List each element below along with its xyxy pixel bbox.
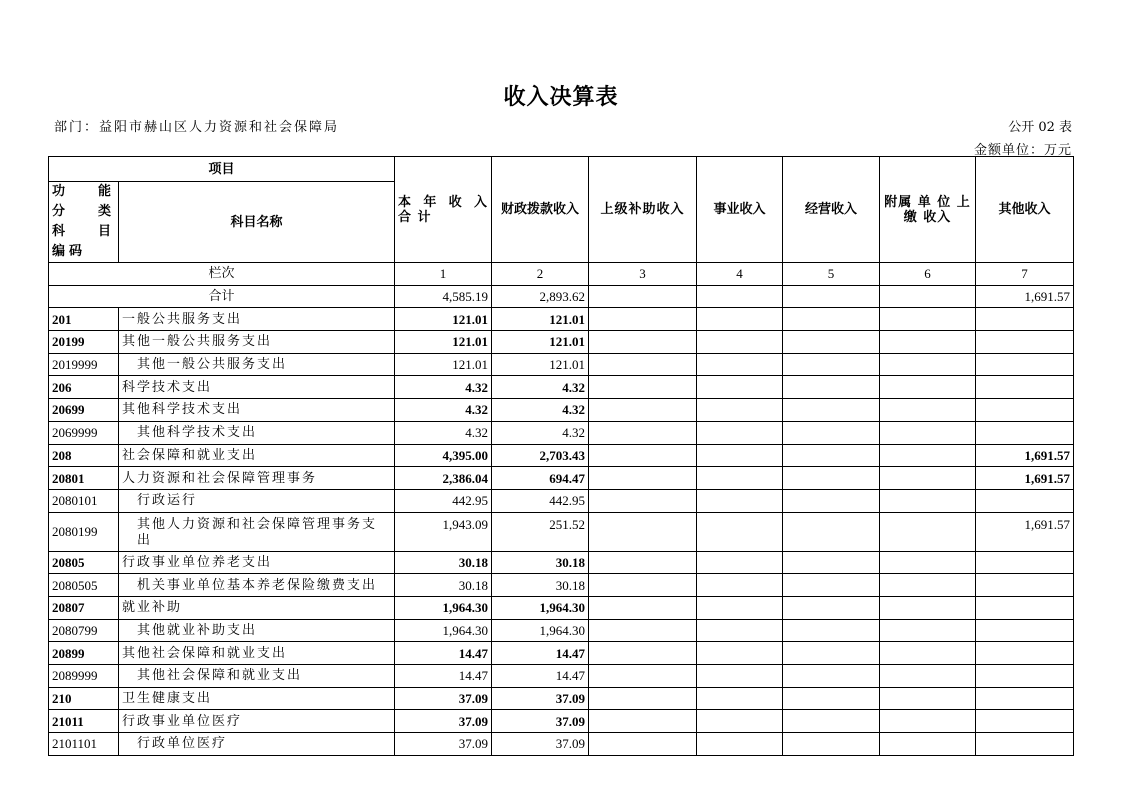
row-code: 20805 (49, 551, 119, 574)
row-name: 卫生健康支出 (119, 687, 395, 710)
total-label: 合计 (49, 285, 395, 308)
row-value (976, 574, 1074, 597)
row-name: 其他一般公共服务支出 (119, 331, 395, 354)
row-value (880, 512, 976, 551)
row-value (783, 353, 880, 376)
table-row (49, 353, 1074, 376)
page-title: 收入决算表 (503, 84, 619, 110)
table-row (49, 687, 1074, 710)
header-col-7: 其他收入 (976, 157, 1074, 263)
row-name: 行政运行 (119, 489, 395, 512)
column-index: 1 (395, 263, 492, 286)
header-name: 科目名称 (119, 182, 395, 263)
row-value (783, 619, 880, 642)
row-value: 37.09 (492, 687, 589, 710)
row-name: 就业补助 (119, 596, 395, 619)
column-index: 2 (492, 263, 589, 286)
table-row (49, 665, 1074, 688)
row-value (976, 376, 1074, 399)
total-value: 2,893.62 (492, 285, 589, 308)
column-index: 7 (976, 263, 1074, 286)
row-value (589, 421, 697, 444)
row-value: 1,691.57 (976, 512, 1074, 551)
table-row (49, 308, 1074, 331)
row-value: 1,691.57 (976, 467, 1074, 490)
total-value (589, 285, 697, 308)
total-value (880, 285, 976, 308)
row-value (880, 551, 976, 574)
row-value: 1,964.30 (395, 619, 492, 642)
row-value (697, 596, 783, 619)
row-name: 其他科学技术支出 (119, 421, 395, 444)
table-row (49, 376, 1074, 399)
table-row (49, 642, 1074, 665)
row-code: 210 (49, 687, 119, 710)
row-value: 121.01 (492, 353, 589, 376)
row-value (783, 574, 880, 597)
row-value: 37.09 (395, 687, 492, 710)
row-code: 2101101 (49, 733, 119, 756)
table-row (49, 512, 1074, 551)
row-value (589, 665, 697, 688)
amount-unit: 金额单位：万元 (973, 143, 1072, 158)
row-value (589, 331, 697, 354)
header-col-1: 本 年 收 入 合 计 (395, 157, 492, 263)
row-value (880, 596, 976, 619)
row-value (976, 665, 1074, 688)
row-name: 其他人力资源和社会保障管理事务支出 (119, 512, 395, 551)
row-value (697, 710, 783, 733)
row-value (880, 331, 976, 354)
row-value (589, 467, 697, 490)
row-value (880, 421, 976, 444)
column-index: 5 (783, 263, 880, 286)
table-row (49, 467, 1074, 490)
row-value (697, 308, 783, 331)
table-row (49, 551, 1074, 574)
table-row (49, 489, 1074, 512)
row-name: 其他就业补助支出 (119, 619, 395, 642)
row-value: 251.52 (492, 512, 589, 551)
table-row (49, 710, 1074, 733)
row-value (976, 687, 1074, 710)
row-value (589, 353, 697, 376)
row-value (976, 619, 1074, 642)
header-col-4: 事业收入 (697, 157, 783, 263)
row-value (976, 710, 1074, 733)
row-value (880, 574, 976, 597)
row-code: 2089999 (49, 665, 119, 688)
row-value (589, 596, 697, 619)
row-value (783, 596, 880, 619)
row-value (783, 444, 880, 467)
row-name: 一般公共服务支出 (119, 308, 395, 331)
row-value (589, 512, 697, 551)
row-value (697, 353, 783, 376)
column-index: 6 (880, 263, 976, 286)
row-value (976, 733, 1074, 756)
row-value (783, 665, 880, 688)
row-value (783, 376, 880, 399)
total-value: 1,691.57 (976, 285, 1074, 308)
row-value (697, 551, 783, 574)
row-value: 1,964.30 (492, 619, 589, 642)
row-value: 2,703.43 (492, 444, 589, 467)
row-value: 37.09 (492, 733, 589, 756)
row-code: 206 (49, 376, 119, 399)
row-value (589, 619, 697, 642)
row-name: 其他社会保障和就业支出 (119, 665, 395, 688)
row-code: 2069999 (49, 421, 119, 444)
row-name: 科学技术支出 (119, 376, 395, 399)
row-name: 人力资源和社会保障管理事务 (119, 467, 395, 490)
row-value: 4.32 (395, 399, 492, 422)
row-value (783, 308, 880, 331)
column-index-label: 栏次 (49, 263, 395, 286)
row-value: 30.18 (492, 574, 589, 597)
row-code: 208 (49, 444, 119, 467)
table-row (49, 596, 1074, 619)
row-value (589, 687, 697, 710)
row-name: 行政事业单位养老支出 (119, 551, 395, 574)
table-row (49, 421, 1074, 444)
header-col-5: 经营收入 (783, 157, 880, 263)
income-statement-table (48, 156, 1074, 756)
row-value (976, 489, 1074, 512)
row-value (589, 489, 697, 512)
row-value (589, 642, 697, 665)
row-name: 行政单位医疗 (119, 733, 395, 756)
row-value (697, 489, 783, 512)
row-name: 机关事业单位基本养老保险缴费支出 (119, 574, 395, 597)
row-value (589, 399, 697, 422)
row-value (976, 596, 1074, 619)
row-value (697, 642, 783, 665)
row-value (783, 331, 880, 354)
row-value: 4.32 (395, 376, 492, 399)
row-name: 社会保障和就业支出 (119, 444, 395, 467)
row-code: 20807 (49, 596, 119, 619)
row-code: 2080101 (49, 489, 119, 512)
row-value: 30.18 (395, 574, 492, 597)
row-code: 2080199 (49, 512, 119, 551)
row-value (783, 467, 880, 490)
row-value (880, 489, 976, 512)
row-value (697, 665, 783, 688)
row-value (697, 619, 783, 642)
table-row (49, 574, 1074, 597)
row-value: 1,691.57 (976, 444, 1074, 467)
table-row (49, 733, 1074, 756)
row-value (697, 376, 783, 399)
header-col-6: 附属 单 位 上 缴 收入 (880, 157, 976, 263)
row-value (783, 512, 880, 551)
row-code: 2080799 (49, 619, 119, 642)
row-value: 121.01 (492, 308, 589, 331)
row-value: 121.01 (395, 331, 492, 354)
row-value (880, 308, 976, 331)
row-value (880, 467, 976, 490)
row-value (880, 399, 976, 422)
row-value (976, 421, 1074, 444)
row-value (589, 733, 697, 756)
row-code: 201 (49, 308, 119, 331)
row-name: 其他一般公共服务支出 (119, 353, 395, 376)
row-value (880, 687, 976, 710)
table-row (49, 619, 1074, 642)
row-code: 20199 (49, 331, 119, 354)
row-value: 30.18 (395, 551, 492, 574)
row-value (880, 619, 976, 642)
row-value (783, 687, 880, 710)
row-value (976, 308, 1074, 331)
row-value: 14.47 (492, 642, 589, 665)
table-row (49, 444, 1074, 467)
row-value: 442.95 (395, 489, 492, 512)
row-name: 行政事业单位医疗 (119, 710, 395, 733)
row-value (589, 308, 697, 331)
header-code: 功 能 分 类 科 目 编码 (49, 182, 119, 263)
row-value: 4.32 (492, 376, 589, 399)
row-code: 2080505 (49, 574, 119, 597)
row-name: 其他科学技术支出 (119, 399, 395, 422)
total-value (783, 285, 880, 308)
department-label: 部门：益阳市赫山区人力资源和社会保障局 (54, 120, 340, 135)
row-value (880, 642, 976, 665)
row-value: 4.32 (492, 421, 589, 444)
row-value: 1,943.09 (395, 512, 492, 551)
form-number: 公开 02 表 (1008, 120, 1072, 135)
row-value (880, 665, 976, 688)
row-value (783, 733, 880, 756)
row-value (783, 551, 880, 574)
row-value: 4,395.00 (395, 444, 492, 467)
row-value (976, 353, 1074, 376)
row-value: 14.47 (492, 665, 589, 688)
row-value: 4.32 (395, 421, 492, 444)
total-value: 4,585.19 (395, 285, 492, 308)
row-value (880, 353, 976, 376)
row-value (697, 687, 783, 710)
row-code: 20699 (49, 399, 119, 422)
row-value (589, 376, 697, 399)
table-row (49, 399, 1074, 422)
row-value (976, 331, 1074, 354)
row-value: 694.47 (492, 467, 589, 490)
row-value (589, 444, 697, 467)
header-project: 项目 (49, 157, 395, 182)
row-value (697, 512, 783, 551)
row-value: 4.32 (492, 399, 589, 422)
row-code: 21011 (49, 710, 119, 733)
row-value (880, 376, 976, 399)
row-value (783, 489, 880, 512)
row-value (697, 444, 783, 467)
row-value: 1,964.30 (395, 596, 492, 619)
row-value (697, 733, 783, 756)
row-value: 37.09 (395, 733, 492, 756)
row-value: 37.09 (395, 710, 492, 733)
row-value (880, 710, 976, 733)
row-name: 其他社会保障和就业支出 (119, 642, 395, 665)
row-value: 121.01 (395, 308, 492, 331)
column-index: 3 (589, 263, 697, 286)
row-value (589, 710, 697, 733)
row-value (880, 444, 976, 467)
row-value: 1,964.30 (492, 596, 589, 619)
row-value (697, 574, 783, 597)
total-value (697, 285, 783, 308)
row-value: 2,386.04 (395, 467, 492, 490)
row-value (589, 551, 697, 574)
row-value: 14.47 (395, 665, 492, 688)
row-value (880, 733, 976, 756)
row-value (589, 574, 697, 597)
row-code: 20801 (49, 467, 119, 490)
row-value: 442.95 (492, 489, 589, 512)
row-value: 121.01 (395, 353, 492, 376)
header-col-2: 财政拨款收入 (492, 157, 589, 263)
row-value: 14.47 (395, 642, 492, 665)
row-value (697, 399, 783, 422)
row-value: 37.09 (492, 710, 589, 733)
row-value: 30.18 (492, 551, 589, 574)
column-index: 4 (697, 263, 783, 286)
row-value (697, 467, 783, 490)
row-value (783, 710, 880, 733)
header-col-3: 上级补助收入 (589, 157, 697, 263)
row-value: 121.01 (492, 331, 589, 354)
row-value (783, 421, 880, 444)
row-value (697, 421, 783, 444)
row-value (697, 331, 783, 354)
row-value (976, 399, 1074, 422)
row-value (783, 642, 880, 665)
table-row (49, 331, 1074, 354)
row-value (783, 399, 880, 422)
row-value (976, 551, 1074, 574)
row-code: 20899 (49, 642, 119, 665)
row-value (976, 642, 1074, 665)
row-code: 2019999 (49, 353, 119, 376)
